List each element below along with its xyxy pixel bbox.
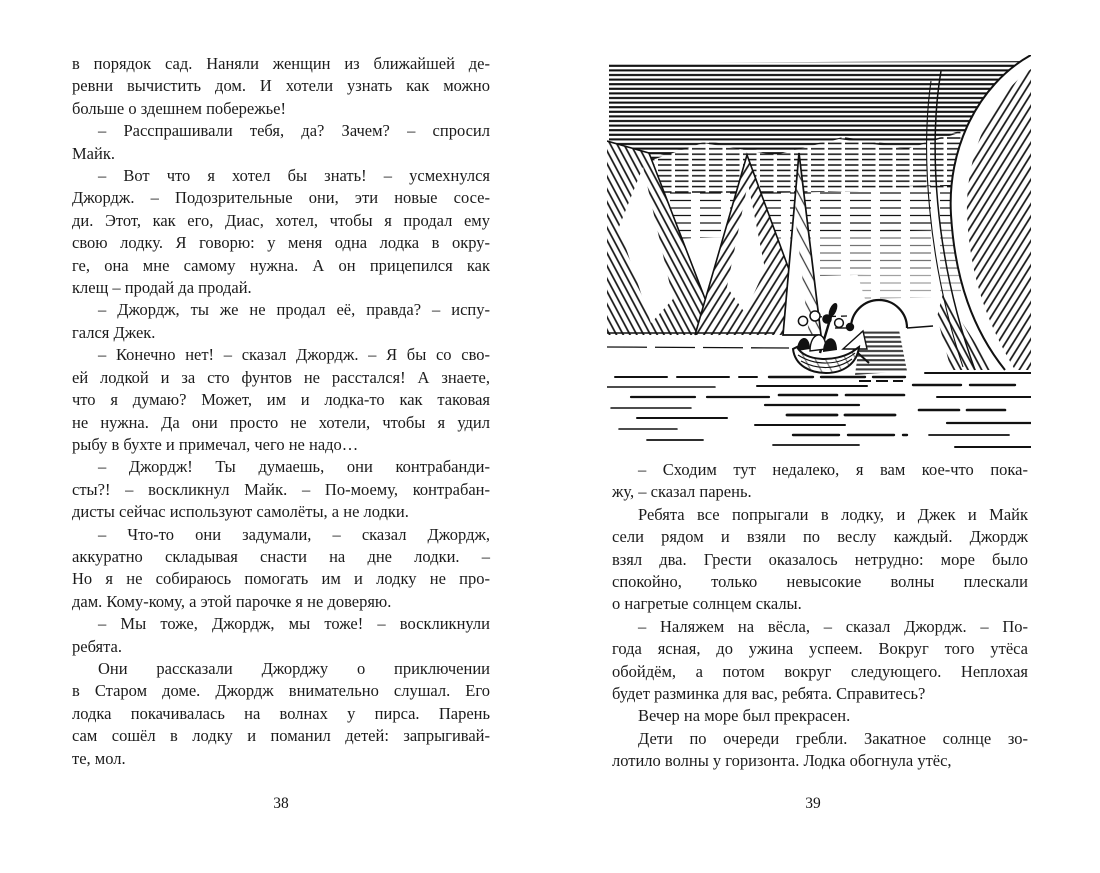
text-line: больше о здешнем побережье! — [72, 98, 286, 118]
text-line: сели рядом и взяли по веслу каждый. Джордж — [612, 527, 1028, 547]
text-line: в Старом доме. Джордж внимательно слушал. Его — [72, 681, 490, 701]
paragraph — [612, 616, 1028, 706]
text-line: сты?! – воскликнул Майк. – По-моему, контрабан- — [72, 479, 490, 499]
page-38-text-column — [72, 53, 490, 770]
water-lines — [607, 373, 1031, 447]
text-line: Ребята все попрыгали в лодку, и Джек и Майк — [638, 504, 1028, 524]
text-line: будет разминка для вас, ребята. Справитесь? — [612, 684, 926, 704]
text-line: ге, она мне самому нужна. А он прицепился как — [72, 255, 490, 275]
text-line: аккуратно складывая снасти на дне лодки. – — [72, 546, 490, 566]
ink-drawing-boat-between-cliffs — [607, 55, 1031, 453]
paragraph — [612, 504, 1028, 616]
text-line: спокойно, только невысокие волны плескали — [612, 572, 1028, 592]
text-line: взял два. Грести оказалось нетрудно: море было — [612, 549, 1028, 569]
page-number-39: 39 — [805, 795, 821, 812]
paragraph — [72, 299, 490, 344]
text-line: лотило волны у горизонта. Лодка обогнула утёс, — [612, 751, 952, 771]
paragraph — [72, 53, 490, 120]
text-line: ди. Этот, как его, Диас, хотел, чтобы я продал ему — [72, 210, 490, 230]
page-number-38: 38 — [273, 795, 289, 812]
text-line: Они рассказали Джорджу о приключении — [98, 658, 490, 678]
text-line: дам. Кому-кому, а этой парочке я не доверяю. — [72, 591, 392, 611]
text-line: – Джордж! Ты думаешь, они контрабанди- — [98, 457, 490, 477]
text-line: обойдём, а потом вокруг следующего. Неплохая — [612, 661, 1028, 681]
text-line: ревни вычистить дом. И хотели узнать как можно — [72, 76, 490, 96]
text-line: свою лодку. Я говорю: у меня одна лодка в окру- — [72, 233, 490, 253]
paragraph — [612, 459, 1028, 504]
text-line: ребята. — [72, 636, 123, 656]
text-line: года ясная, до ужина успеем. Вокруг того утёса — [612, 639, 1028, 659]
text-line: – Расспрашивали тебя, да? Зачем? – спросил — [98, 121, 490, 141]
text-line: клещ – продай да продай. — [72, 278, 252, 298]
text-line: – Наляжем на вёсла, – сказал Джордж. – По- — [638, 616, 1028, 636]
paragraph — [72, 120, 490, 165]
paragraph — [612, 728, 1028, 773]
horizon-lines — [607, 333, 789, 348]
text-line: Джордж. – Подозрительные они, эти новые сосе- — [72, 188, 490, 208]
book-illustration — [607, 55, 1031, 453]
text-line: Но я не собираюсь помогать им и лодку не про- — [72, 569, 490, 589]
paragraph — [72, 613, 490, 658]
text-line: те, мол. — [72, 748, 126, 768]
text-line: – Что-то они задумали, – сказал Джордж, — [98, 524, 490, 544]
text-line: в порядок сад. Наняли женщин из ближайшей де- — [72, 54, 490, 73]
paragraph — [612, 705, 1028, 727]
paragraph — [72, 456, 490, 523]
paragraph — [72, 524, 490, 614]
text-line: что я думаю? Может, им и лодка-то как таковая — [72, 390, 490, 410]
text-line: лодка покачивалась на волнах у пирса. Парень — [72, 703, 490, 723]
text-line: – Джордж, ты же не продал её, правда? – испу- — [98, 300, 490, 320]
text-line: – Вот что я хотел бы знать! – усмехнулся — [98, 166, 490, 186]
paragraph — [72, 344, 490, 456]
text-line: не нужна. Да они просто не хотели, чтобы я удил — [72, 412, 490, 432]
text-line: Вечер на море был прекрасен. — [638, 706, 851, 726]
text-line: о нагретые солнцем скалы. — [612, 594, 802, 614]
paragraph — [72, 165, 490, 299]
text-line: Дети по очереди гребли. Закатное солнце зо- — [638, 728, 1028, 748]
text-line: дисты сейчас используют самолёты, а не лодки. — [72, 502, 409, 522]
text-line: – Конечно нет! – сказал Джордж. – Я бы со сво- — [98, 345, 490, 365]
page-39-text-column — [612, 459, 1028, 773]
text-line: гался Джек. — [72, 322, 156, 342]
text-line: жу, – сказал парень. — [612, 482, 752, 502]
text-line: рыбу в бухте и примечал, чего не надо… — [72, 434, 359, 454]
text-line: Майк. — [72, 143, 115, 163]
paragraph — [72, 658, 490, 770]
text-line: сам сошёл в лодку и поманил детей: запрыгивай- — [72, 726, 490, 746]
text-line: – Мы тоже, Джордж, мы тоже! – воскликнули — [98, 614, 490, 634]
text-line: – Сходим тут недалеко, я вам кое-что пока- — [638, 460, 1028, 479]
text-line: ей лодкой и за сто фунтов не расстался! А знаете, — [72, 367, 490, 387]
